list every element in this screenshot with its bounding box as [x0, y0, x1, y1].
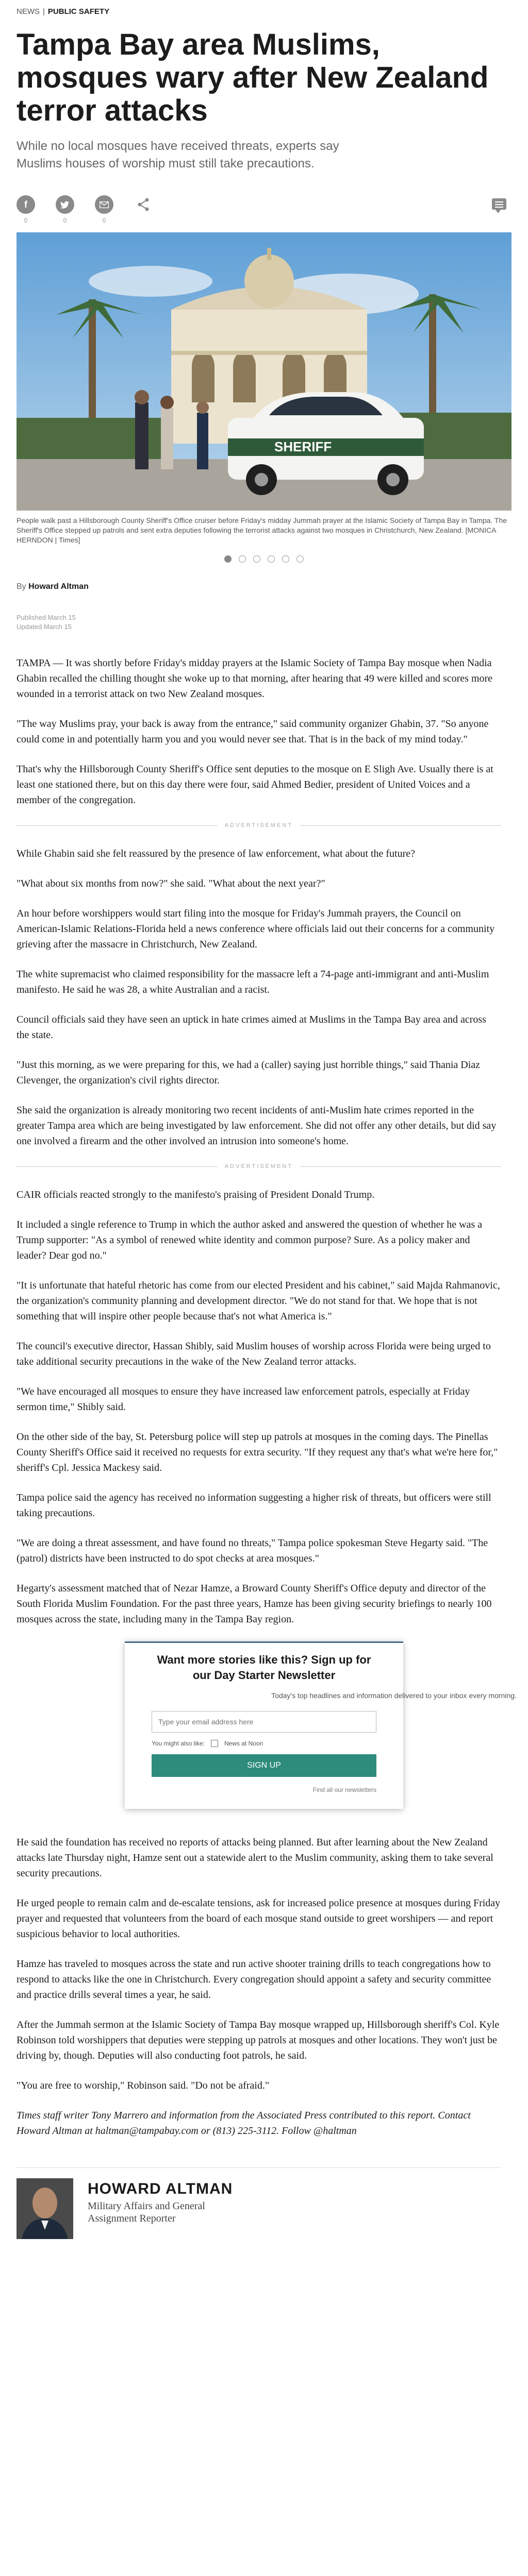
paragraph: The council's executive director, Hassan Shibly, said Muslim houses of worship across Florida were being urged to take additional security precautions in the wake of the New Zealand terror attacks.	[16, 1341, 491, 1367]
slide-dot[interactable]	[282, 555, 289, 563]
slideshow-dots	[16, 555, 512, 563]
paragraph: That's why the Hillsborough County Sheriff's Office sent deputies to the mosque on E Sligh Ave. Usually there is at least one stationed there, but on this day there were four, said Ahmed Bedier, president of United Voices and a member of the congregation.	[16, 764, 493, 806]
paragraph: The white supremacist who claimed responsibility for the massacre left a 74-page anti-immigrant and anti-Muslim manifesto. He said he was 28, a white Australian and a racist.	[16, 969, 489, 995]
news-at-noon-label: News at Noon	[224, 1740, 263, 1747]
slide-dot[interactable]	[296, 555, 304, 563]
share-more[interactable]	[134, 195, 153, 214]
newsletter-signup	[125, 1641, 517, 1809]
newsletter-subtitle: Today's top headlines and information delivered to your inbox every morning.	[271, 1691, 517, 1700]
published-date: Published March 15	[16, 614, 76, 621]
twitter-count: 0	[63, 217, 67, 224]
share-icon[interactable]	[137, 198, 150, 211]
lead-photo-illustration	[16, 232, 512, 511]
breadcrumb-public-safety[interactable]: PUBLIC SAFETY	[47, 7, 110, 16]
email-count: 0	[102, 217, 106, 224]
share-email[interactable]	[95, 195, 113, 224]
paragraph: He said the foundation has received no reports of attacks being planned. But after learning about the New Zealand attacks late Thursday night, Hamze sent out a statewide alert to the Muslim community, asking them to take several security precautions.	[16, 1837, 493, 1879]
twitter-icon[interactable]	[56, 195, 74, 214]
vehicle-sheriff-text: SHERIFF	[274, 439, 332, 454]
paragraph: Hegarty's assessment matched that of Nezar Hamze, a Broward County Sheriff's Office deputy and director of the South Florida Muslim Foundation. For the past three years, Hamze has been giving security briefings to nearly 100 mosques across the state, including many in the Tampa Bay region.	[16, 1583, 492, 1625]
byline	[16, 582, 512, 591]
newsletter-email-input[interactable]	[152, 1711, 376, 1733]
newsletter-options	[152, 1740, 376, 1747]
photo-caption: People walk past a Hillsborough County Sheriff's Office cruiser before Friday's midday Jummah prayer at the Islamic Society of Tampa Bay in Tampa. The Sheriff's Office stepped up patrols and sent extra deputies following the terrorist attacks against two mosques in Christchurch, New Zealand. [MONICA HERNDON | Times]	[16, 516, 507, 544]
paragraph: An hour before worshippers would start filing into the mosque for Friday's Jummah prayers, the Council on American-Islamic Relations-Florida held a news conference where officials laid out their concerns for a community grieving after the massacre in Christchurch, New Zealand.	[16, 908, 495, 950]
paragraph: "You are free to worship," Robinson said. "Do not be afraid."	[16, 2080, 269, 2091]
share-twitter[interactable]	[56, 195, 74, 224]
paragraph: It included a single reference to Trump in which the author asked and answered the question of whether he was a Trump supporter: "As a symbol of renewed white identity and common purpose? Sure. As a policy maker and leader? Dear god no."	[16, 1219, 483, 1261]
publish-dates	[16, 613, 512, 632]
article-page	[16, 0, 517, 2239]
comment-icon[interactable]	[492, 198, 506, 210]
email-icon[interactable]	[95, 195, 113, 214]
author-photo[interactable]	[16, 2178, 73, 2239]
paragraph: He urged people to remain calm and de-escalate tensions, ask for increased police presence at mosques during Friday prayer and requested that volunteers from the board of each mosque stand outside to greet worshipers — and report suspicious behavior to local authorities.	[16, 1897, 501, 1940]
breadcrumb-separator: |	[43, 7, 45, 16]
slide-dot[interactable]	[268, 555, 275, 563]
facebook-count: 0	[24, 217, 28, 224]
paragraph: "What about six months from now?" she said. "What about the next year?"	[16, 878, 325, 889]
breadcrumb-news[interactable]: NEWS	[16, 7, 40, 16]
paragraph: "It is unfortunate that hateful rhetoric has come from our elected President and his cabinet," said Majda Rahmanovic, the organization's community planning and development director. "We do not stand for that. We hope that is not something that will inspire other people because that's not what America is."	[16, 1280, 500, 1322]
advertisement-divider: ADVERTISEMENT	[16, 1163, 501, 1170]
paragraph: While Ghabin said she felt reassured by the presence of law enforcement, what about the future?	[16, 848, 416, 859]
headline: Tampa Bay area Muslims, mosques wary after New Zealand terror attacks	[16, 28, 489, 127]
updated-date: Updated March 15	[16, 623, 72, 631]
paragraph: Hamze has traveled to mosques across the state and run active shooter training drills to teach congregations how to respond to attacks like the one in Christchurch. Every congregation should appoint a safety and security committee and practice drills several times a year, he said.	[16, 1958, 491, 2001]
lead-photo[interactable]	[16, 232, 512, 511]
paragraph: TAMPA — It was shortly before Friday's midday prayers at the Islamic Society of Tampa Bay mosque when Nadia Ghabin recalled the chilling thought she woke up to that morning, after hearing that 49 were killed and scores more wounded in a terrorist attack on two New Zealand mosques.	[16, 657, 493, 700]
paragraph: On the other side of the bay, St. Petersburg police will step up patrols at mosques in the coming days. The Pinellas County Sheriff's Office said it received no requests for extra security. "If they request any that's what we're here for," sheriff's Cpl. Jessica Mackesy said.	[16, 1431, 498, 1473]
slide-dot[interactable]	[253, 555, 260, 563]
facebook-icon[interactable]: f	[16, 195, 35, 214]
deck: While no local mosques have received threats, experts say Muslims houses of worship must still take precautions.	[16, 139, 339, 171]
slide-dot[interactable]	[224, 555, 232, 563]
share-bar	[16, 195, 512, 223]
paragraph: Tampa police said the agency has received no information suggesting a higher risk of threats, but officers were still taking precautions.	[16, 1492, 491, 1519]
paragraph: "The way Muslims pray, your back is away from the entrance," said community organizer Ghabin, 37. "So anyone could come in and potentially harm you and you would never see that. That is in the back of my mind today."	[16, 718, 489, 745]
slide-dot[interactable]	[239, 555, 246, 563]
author-name[interactable]: HOWARD ALTMAN	[88, 2180, 233, 2197]
author-link[interactable]: Howard Altman	[28, 582, 89, 591]
newsletter-title: Want more stories like this? Sign up for our Day Starter Newsletter	[157, 1653, 371, 1682]
signup-button[interactable]: SIGN UP	[152, 1754, 376, 1777]
byline-prefix: By	[16, 582, 26, 591]
share-facebook[interactable]	[16, 195, 35, 224]
paragraph: Council officials said they have seen an uptick in hate crimes aimed at Muslims in the Tampa Bay area and across the state.	[16, 1014, 486, 1041]
paragraph: She said the organization is already monitoring two recent incidents of anti-Muslim hate crimes reported in the greater Tampa area which are being investigated by law enforcement. She did not offer any other details, but did say one involved a firearm and the other involved an intrusion into someone's home.	[16, 1105, 497, 1147]
article-body	[16, 655, 517, 2139]
all-newsletters-link[interactable]: Find all our newsletters	[312, 1786, 376, 1793]
news-at-noon-checkbox[interactable]	[211, 1740, 218, 1747]
advertisement-divider: ADVERTISEMENT	[16, 822, 501, 828]
paragraph: CAIR officials reacted strongly to the manifesto's praising of President Donald Trump.	[16, 1189, 375, 1200]
author-card	[16, 2167, 501, 2239]
paragraph: "We are doing a threat assessment, and have found no threats," Tampa police spokesman Steve Hegarty said. "The (patrol) districts have been instructed to do spot checks at area mosques."	[16, 1537, 488, 1564]
breadcrumb	[16, 0, 512, 16]
paragraph: After the Jummah sermon at the Islamic Society of Tampa Bay mosque wrapped up, Hillsborough sheriff's Col. Kyle Robinson told worshippers that deputies were stepping up patrols at mosques and other locations. They won't just be driving by, though. Deputies will also conducting foot patrols, he said.	[16, 2019, 500, 2061]
author-role: Military Affairs and General Assignment Reporter	[88, 2200, 205, 2224]
contributor-note: Times staff writer Tony Marrero and information from the Associated Press contributed to this report. Contact Howard Altman at haltman@tampabay.com or (813) 225-3112. Follow @haltman	[16, 2110, 471, 2137]
also-like-label: You might also like:	[152, 1740, 205, 1747]
paragraph: "We have encouraged all mosques to ensure they have increased law enforcement patrols, especially at Friday sermon time," Shibly said.	[16, 1386, 470, 1413]
paragraph: "Just this morning, as we were preparing for this, we had a (caller) saying just horrible things," said Thania Diaz Clevenger, the organization's civil rights director.	[16, 1059, 481, 1086]
